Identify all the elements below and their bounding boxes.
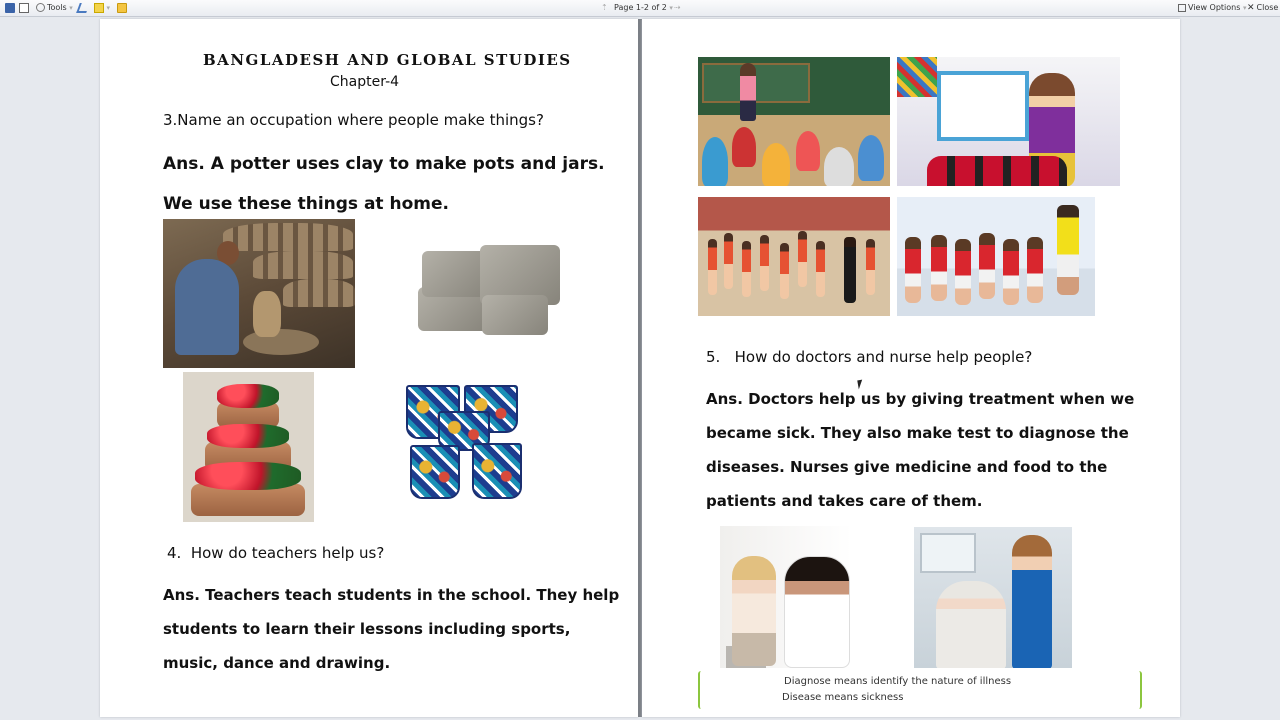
view-options-button[interactable]: [1178, 2, 1246, 14]
prev-page-button[interactable]: [601, 2, 608, 14]
view-options-label: View Options: [1188, 3, 1241, 12]
chevron-down-icon: ▾: [106, 4, 111, 12]
chevron-down-icon: ▾: [669, 4, 673, 12]
question-3: 3.Name an occupation where people make things?: [163, 111, 544, 129]
document-page-right: [642, 19, 1180, 717]
question-5: 5. How do doctors and nurse help people?: [706, 348, 1033, 366]
answer-4-line-1: Ans. Teachers teach students in the school. They help: [163, 586, 620, 604]
definition-note-box: [698, 671, 1142, 709]
sports-running-photo: [897, 197, 1095, 316]
arrow-up-icon: ⇡: [601, 3, 608, 12]
arrow-right-icon: ⇢: [674, 3, 681, 12]
potter-photo: [163, 219, 355, 368]
highlighter-icon: [94, 3, 104, 13]
print-button[interactable]: [19, 2, 29, 14]
page-indicator[interactable]: [614, 2, 673, 14]
answer-3-line-1: Ans. A potter uses clay to make pots and jars.: [163, 154, 605, 174]
cartoon-teacher-illustration: [897, 57, 1120, 186]
save-button[interactable]: [5, 2, 15, 14]
save-icon: [5, 3, 15, 13]
tools-menu-button[interactable]: [36, 2, 73, 14]
answer-5-line-2: became sick. They also make test to diagnose the: [706, 424, 1129, 442]
tools-label: Tools: [47, 3, 67, 12]
flower-pots-photo: [183, 372, 314, 522]
question-4: 4. How do teachers help us?: [167, 544, 385, 562]
next-page-button[interactable]: [674, 2, 681, 14]
answer-4-line-3: music, dance and drawing.: [163, 654, 391, 672]
pen-icon: [76, 3, 90, 13]
classroom-photo: [698, 57, 890, 186]
answer-5-line-3: diseases. Nurses give medicine and food to the: [706, 458, 1108, 476]
view-options-icon: [1178, 4, 1186, 12]
answer-3-line-2: We use these things at home.: [163, 194, 449, 214]
viewer-toolbar: [0, 0, 1280, 17]
document-page-left: [100, 19, 638, 717]
highlight-button[interactable]: [94, 2, 110, 14]
tools-icon: [36, 3, 45, 12]
nurse-with-patient-photo: [914, 527, 1072, 668]
answer-4-line-2: students to learn their lessons including sports,: [163, 620, 571, 638]
folder-icon: [117, 3, 127, 13]
note-line-2: Disease means sickness: [782, 692, 904, 703]
close-label: Close: [1256, 3, 1279, 12]
close-button[interactable]: [1247, 2, 1278, 14]
chapter-subtitle: Chapter-4: [330, 74, 400, 90]
answer-5-line-4: patients and takes care of them.: [706, 492, 983, 510]
folder-button[interactable]: [117, 2, 127, 14]
note-line-1: Diagnose means identify the nature of illness: [784, 676, 1012, 687]
painted-pots-photo: [400, 379, 528, 503]
draw-button[interactable]: [78, 2, 88, 14]
chevron-down-icon: ▾: [1242, 4, 1247, 12]
dance-class-photo: [698, 197, 890, 316]
doctor-with-child-photo: [720, 526, 852, 668]
page-indicator-label: Page 1-2 of 2: [614, 3, 667, 12]
document-title: BANGLADESH AND GLOBAL STUDIES: [203, 51, 572, 69]
clay-blocks-photo: [408, 237, 568, 349]
close-icon: ✕: [1247, 3, 1255, 13]
answer-5-line-1: Ans. Doctors help us by giving treatment when we: [706, 390, 1135, 408]
print-icon: [19, 3, 29, 13]
chevron-down-icon: ▾: [69, 4, 73, 12]
